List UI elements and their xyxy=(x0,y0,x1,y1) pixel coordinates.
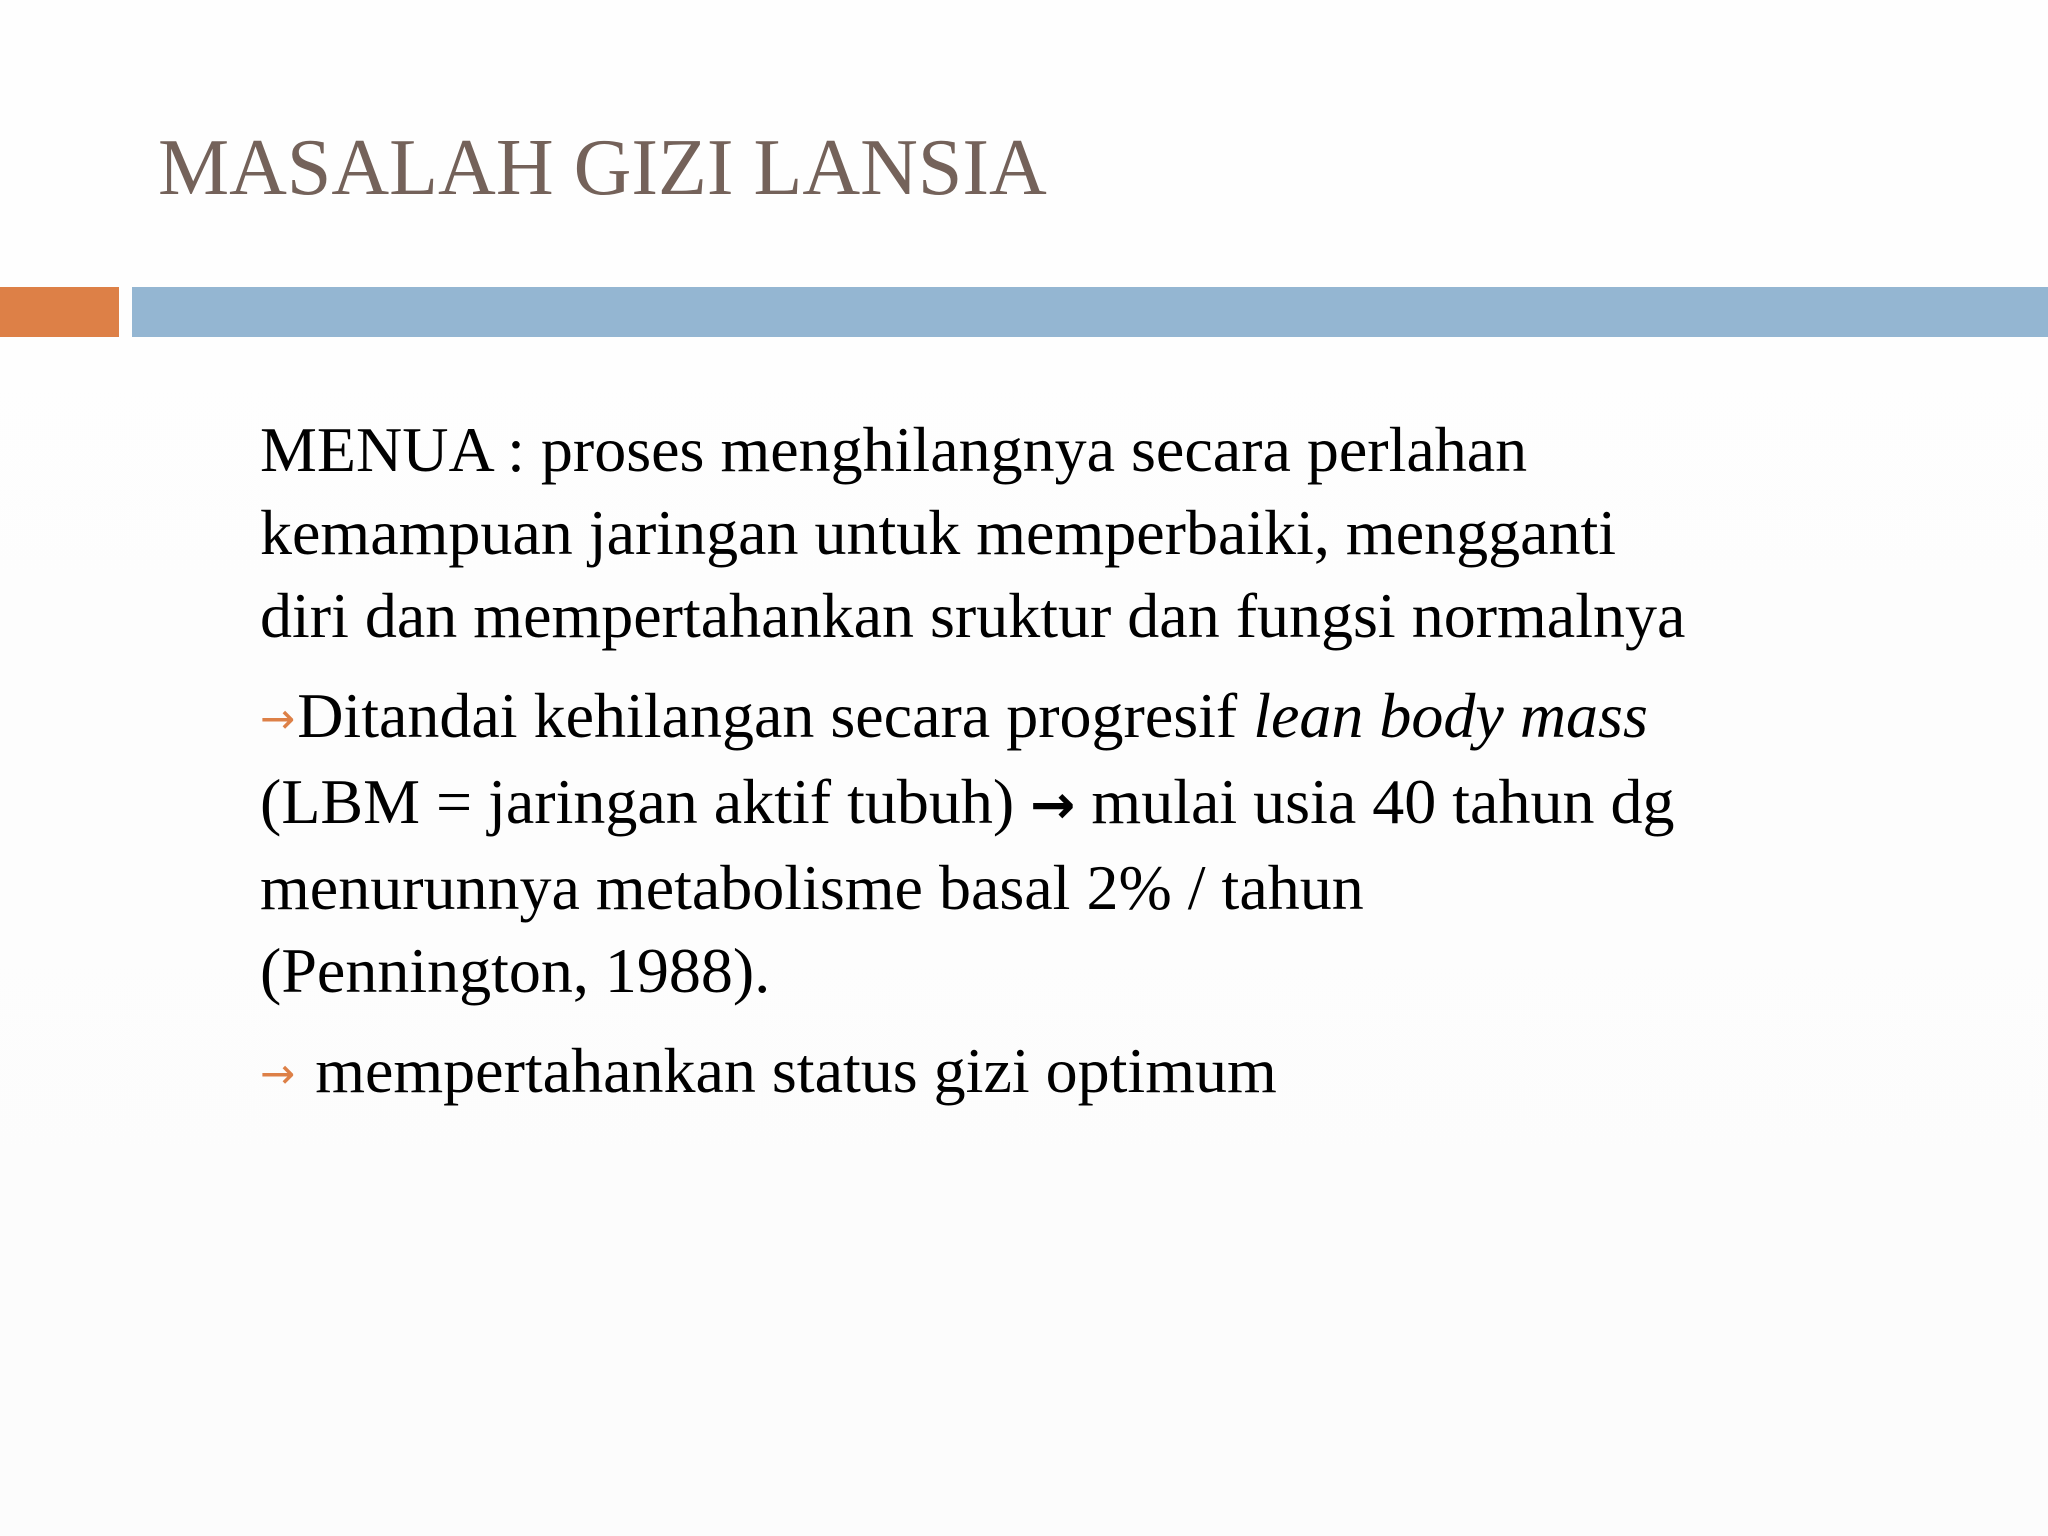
status-line xyxy=(260,1029,1900,1115)
definition-line-3: diri dan mempertahankan sruktur dan fungsi normalnya xyxy=(260,580,1686,651)
slide-body xyxy=(260,408,1900,1132)
slide-title: MASALAH GIZI LANSIA xyxy=(158,124,1047,212)
lean-body-mass-term: lean body mass xyxy=(1253,680,1648,751)
bullet-paragraph-lbm xyxy=(260,674,1900,1012)
bullet-paragraph-status xyxy=(260,1029,1900,1115)
arrow-right-icon: → xyxy=(1030,773,1076,836)
definition-line-1: MENUA : proses menghilangnya secara perlahan xyxy=(260,414,1528,485)
lbm-line-2-before: (LBM = jaringan aktif tubuh) xyxy=(260,766,1031,837)
lbm-line-3: menurunnya metabolisme basal 2% / tahun xyxy=(260,852,1364,923)
lbm-line-2-after: mulai usia 40 tahun dg xyxy=(1075,766,1675,837)
lbm-citation: (Pennington, 1988). xyxy=(260,935,771,1006)
definition-line-2: kemampuan jaringan untuk memperbaiki, mengganti xyxy=(260,497,1617,568)
lbm-line-1 xyxy=(260,674,1900,760)
definition-paragraph xyxy=(260,408,1900,657)
status-text: mempertahankan status gizi optimum xyxy=(315,1035,1277,1106)
title-accent-bar-blue xyxy=(132,287,2048,337)
title-accent-bar-orange xyxy=(0,287,119,337)
arrow-right-icon: → xyxy=(260,1049,296,1098)
lbm-line-1-text: Ditandai kehilangan secara progresif xyxy=(297,680,1254,751)
lbm-line-2 xyxy=(260,760,1900,846)
arrow-right-icon: → xyxy=(260,694,296,743)
